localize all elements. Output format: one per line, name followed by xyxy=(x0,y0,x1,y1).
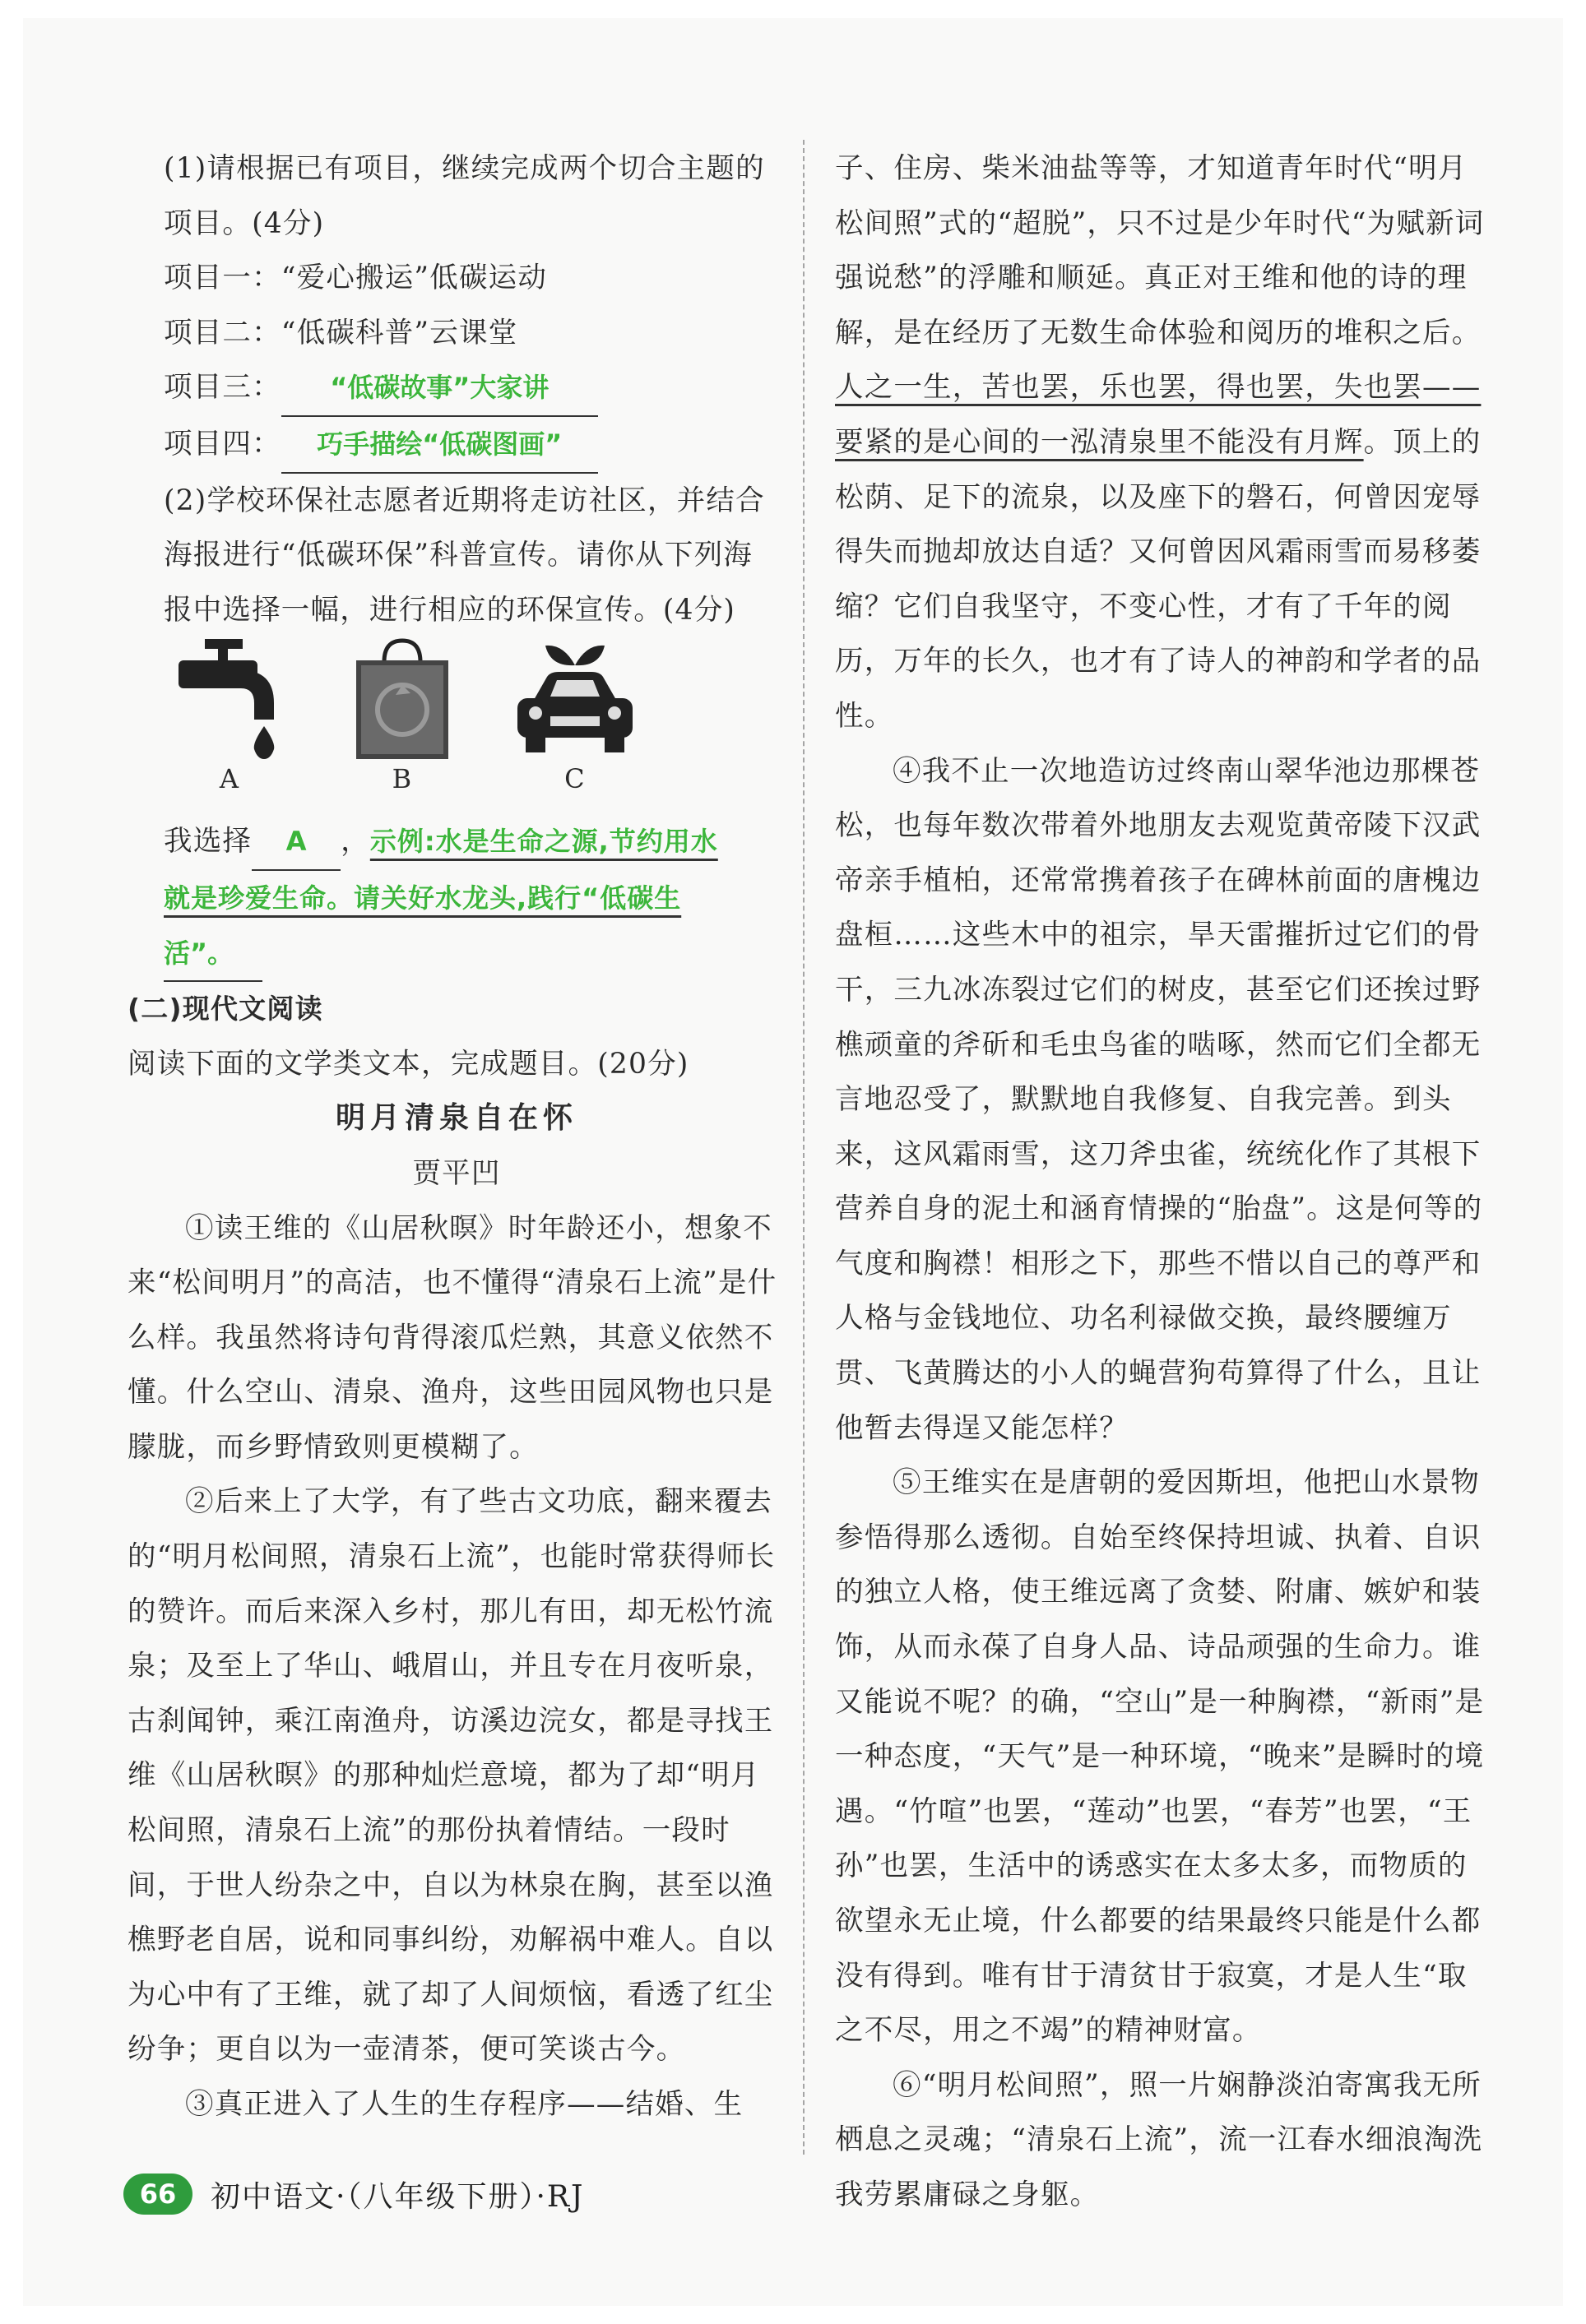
project-1: 项目一：“爱心搬运”低碳运动 xyxy=(164,262,548,295)
paragraph-3-before: 子、住房、柴米油盐等等，才知道青年时代“明月松间照”式的“超脱”，只不过是少年时代“为赋新词强说愁”的浮雕和顺延。真正对王维和他的诗的理解，是在经历了无数生命体验和阅历的堆积之后。 xyxy=(835,152,1485,350)
project-3 xyxy=(128,360,786,417)
section-heading: (二)现代文阅读 xyxy=(128,993,323,1025)
choose-label: 我选择 xyxy=(164,825,253,859)
paragraph-6: ⑥“明月松间照”，照一片娴静淡泊寄寓我无所栖息之灵魂；“清泉石上流”，流一江春水细浪淘洗我劳累庸碌之身躯。 xyxy=(835,2068,1483,2211)
paragraph-3-underlined: 人之一生，苦也罢，乐也罢，得也罢，失也罢——要紧的是心间的一泓清泉里不能没有月辉 xyxy=(835,371,1482,459)
book-title: 初中语文·（八年级下册）·RJ xyxy=(211,2179,585,2214)
poster-a xyxy=(164,637,295,795)
page-footer xyxy=(123,2171,584,2217)
question-2-line-2: 海报进行“低碳环保”科普宣传。请你从下列海 xyxy=(164,539,753,572)
paragraph-3-after: 。顶上的松荫、足下的流泉，以及座下的磐石，何曾因宠辱得失而抛却放达自适？又何曾因风霜雨雪而易移萎缩？它们自我坚守，不变心性，才有了千年的阅历，万年的长久，也才有了诗人的神韵和学者的品性。 xyxy=(835,425,1482,733)
answer-line-1: 示例:水是生命之源,节约用水 xyxy=(369,826,718,858)
poster-b xyxy=(336,637,468,795)
paragraph-4: ④我不止一次地造访过终南山翠华池边那棵苍松，也每年数次带着外地朋友去观览黄帝陵下汉武帝亲手植柏，还常常携着孩子在碑林前面的唐槐边盘桓……这些木中的祖宗，旱天雷摧折过它们的骨干，三九冰冻裂过它们的树皮，甚至它们还挨过野樵顽童的斧斫和毛虫鸟雀的啮啄，然而它们全都无言地忍受了，默默地自我修复、自我完善。到头来，这风霜雨雪，这刀斧虫雀，统统化作了其根下营养自身的泥土和涵育情操的“胎盘”。这是何等的气度和胸襟！相形之下，那些不惜以自己的尊严和人格与金钱地位、功名利禄做交换，最终腰缠万贯、飞黄腾达的小人的蝇营狗苟算得了什么，且让他暂去得逞又能怎样？ xyxy=(835,754,1483,1445)
poster-c xyxy=(509,637,641,795)
poster-b-label: B xyxy=(392,763,413,795)
paragraph-2: ②后来上了大学，有了些古文功底，翻来覆去的“明月松间照，清泉石上流”，也能时常获得师长的赞许。而后来深入乡村，那儿有田，却无松竹流泉；及至上了华山、峨眉山，并且专在月夜听泉，古刹闻钟，乘江南渔舟，访溪边浣女，都是寻找王维《山居秋暝》的那种灿烂意境，都为了却“明月松间照，清泉石上流”的那份执着情结。一段时间，于世人纷杂之中，自以为林泉在胸，甚至以渔樵野老自居，说和同事纠纷，劝解祸中难人。自以为心中有了王维，就了却了人间烦恼，看透了红尘纷争；更自以为一壶清茶，便可笑谈古今。 xyxy=(128,1485,776,2067)
project-4-label: 项目四： xyxy=(164,427,281,461)
choice-answer: A xyxy=(252,814,341,871)
answer-line-2: 就是珍爱生命。请关好水龙头,践行“低碳生 xyxy=(164,882,682,914)
paragraph-3-continued xyxy=(835,141,1493,744)
section-instruction: 阅读下面的文学类文本，完成题目。(20分) xyxy=(128,1047,689,1081)
question-2-line-3: 报中选择一幅，进行相应的环保宣传。(4分) xyxy=(164,593,736,627)
poster-a-label: A xyxy=(219,763,240,795)
answer-line-3-wrap xyxy=(128,926,786,983)
left-column xyxy=(128,141,786,2132)
recycle-bag-icon xyxy=(345,637,460,761)
project-4-answer: 巧手描绘“低碳图画” xyxy=(281,417,598,474)
project-2: 项目二：“低碳科普”云课堂 xyxy=(164,316,518,350)
paragraph-1: ①读王维的《山居秋暝》时年龄还小，想象不来“松间明月”的高洁，也不懂得“清泉石上流”是什么样。我虽然将诗句背得滚瓜烂熟，其意义依然不懂。什么空山、清泉、渔舟，这些田园风物也只是朦胧，而乡野情致则更模糊了。 xyxy=(128,1211,777,1464)
question-1-text: (1)请根据已有项目，继续完成两个切合主题的 xyxy=(164,152,765,185)
choice-line: 我选择 A ，示例:水是生命之源,节约用水 xyxy=(128,814,786,871)
poster-c-label: C xyxy=(564,763,586,795)
page-number-badge: 66 xyxy=(123,2174,192,2215)
answer-line-3: 活”。 xyxy=(164,926,262,983)
paragraph-3-start: ③真正进入了人生的生存程序——结婚、生 xyxy=(185,2088,744,2121)
column-divider xyxy=(803,140,805,2155)
question-2-line-1: (2)学校环保社志愿者近期将走访社区，并结合 xyxy=(164,484,765,517)
paragraph-5: ⑤王维实在是唐朝的爱因斯坦，他把山水景物参悟得那么透彻。自始至终保持坦诚、执着、自识的独立人格，使王维远离了贪婪、附庸、嫉妒和装饰，从而永葆了自身人品、诗品顽强的生命力。谁又能说不呢？的确，“空山”是一种胸襟，“新雨”是一种态度，“天气”是一种环境，“晚来”是瞬时的境遇。“竹喧”也罢，“莲动”也罢，“春芳”也罢，“王孙”也罢，生活中的诱惑实在太多太多，而物质的欲望永无止境，什么都要的结果最终只能是什么都没有得到。唯有甘于清贫甘于寂寞，才是人生“取之不尽，用之不竭”的精神财富。 xyxy=(835,1466,1485,2048)
right-column xyxy=(835,141,1493,2223)
water-tap-icon xyxy=(172,637,287,761)
answer-line-2-wrap xyxy=(128,871,786,926)
project-3-answer: “低碳故事”大家讲 xyxy=(281,360,598,417)
article-author: 贾平凹 xyxy=(412,1156,501,1190)
eco-car-icon xyxy=(509,637,641,761)
article-title: 明月清泉自在怀 xyxy=(335,1101,577,1136)
poster-options xyxy=(164,637,786,814)
question-1-text-cont: 项目。(4分) xyxy=(164,206,325,240)
project-3-label: 项目三： xyxy=(164,371,281,405)
project-4 xyxy=(128,417,786,474)
